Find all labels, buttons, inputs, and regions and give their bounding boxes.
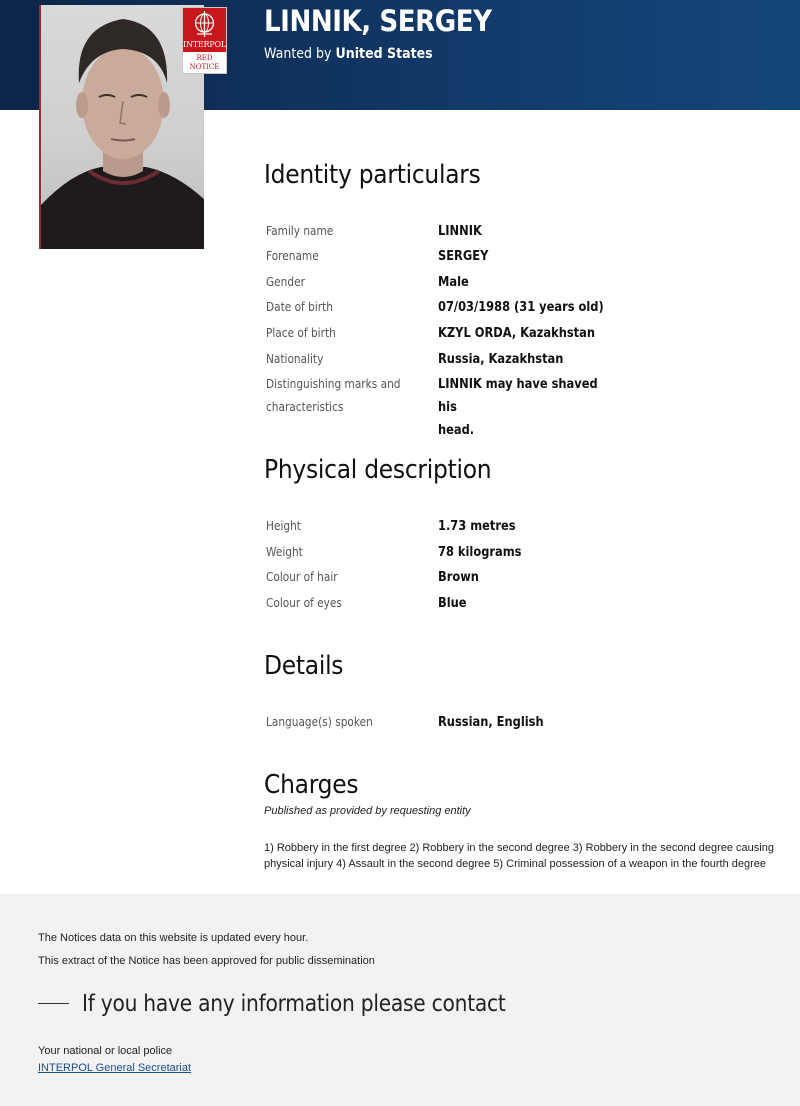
charges-text: 1) Robbery in the first degree 2) Robbery in the second degree 3) Robbery in the second degree causing physical injury 4) Assault in the second degree 5) Criminal possession of a weapon in the fourth degree	[264, 842, 774, 870]
red-notice-badge	[182, 7, 227, 74]
contact-title: If you have any information please contact	[82, 991, 506, 1017]
approval-note: This extract of the Notice has been approved for public dissemination	[38, 955, 375, 967]
suspect-photo	[39, 5, 204, 249]
person-name-title: LINNIK, SERGEY	[264, 4, 492, 38]
interpol-globe-icon	[193, 11, 216, 38]
details-section-title: Details	[264, 651, 344, 681]
wanted-by-line	[264, 46, 433, 62]
badge-brand-text: INTERPOL	[183, 40, 227, 49]
contact-dash-divider	[38, 1003, 69, 1004]
physical-section-title: Physical description	[264, 455, 492, 485]
badge-notice-type: RED NOTICE	[189, 54, 220, 71]
interpol-secretariat-link[interactable]: INTERPOL General Secretariat	[38, 1062, 192, 1074]
wanted-country: United States	[335, 46, 433, 62]
local-police-text: Your national or local police	[38, 1045, 173, 1057]
footer-section	[0, 894, 800, 1106]
wanted-prefix: Wanted by	[264, 46, 332, 62]
identity-section-title: Identity particulars	[264, 160, 481, 190]
charges-section-title: Charges	[264, 770, 359, 800]
charges-published-note: Published as provided by requesting entity	[264, 805, 471, 817]
update-note: The Notices data on this website is updated every hour.	[38, 932, 309, 944]
